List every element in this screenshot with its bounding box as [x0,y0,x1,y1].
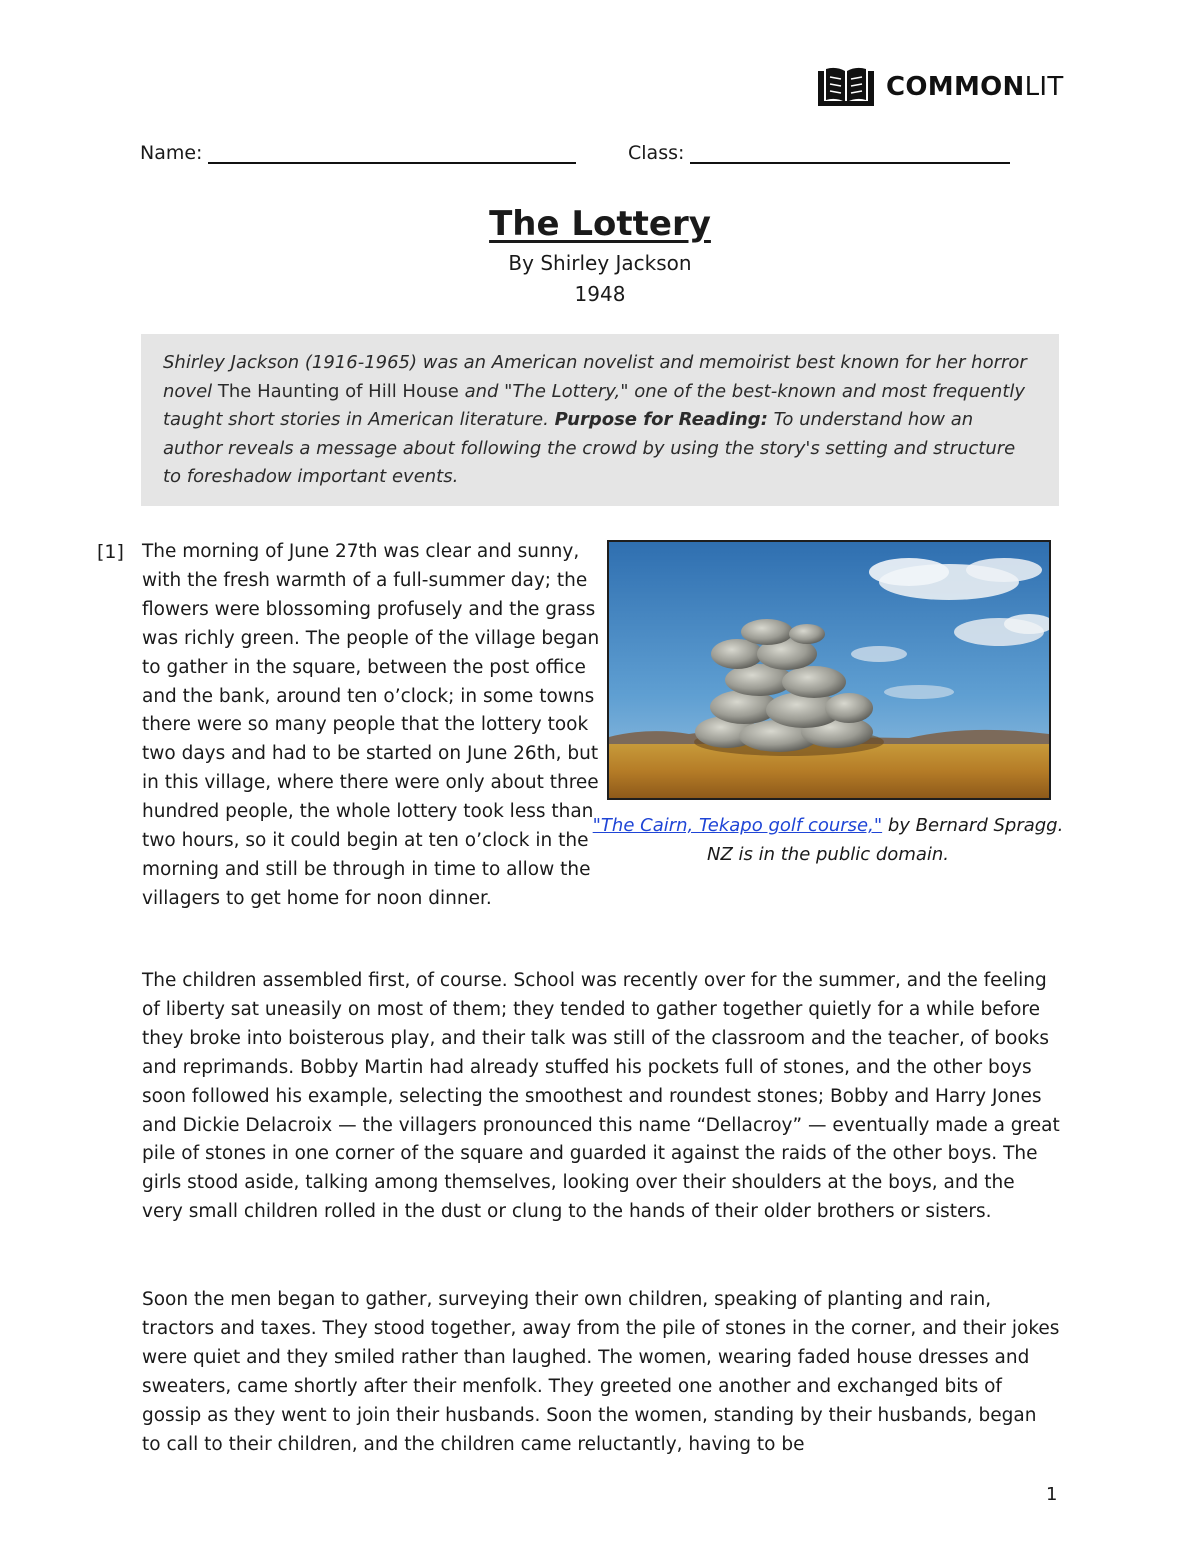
commonlit-logo [818,66,1064,108]
book-title: The Haunting of Hill House [217,380,459,402]
intro-text-cont: and "The Lottery," one of the best-known and most frequently taught short stories in American literature. [163,380,1026,430]
student-fields [140,140,1020,170]
paragraph-2: The children assembled first, of course. School was recently over for the summer, and the feeling of liberty sat uneasily on most of them; they tended to gather together quietly for a while before they broke into boisterous play, and their talk was still of the classroom and the teacher, of books and reprimands. Bobby Martin had already stuffed his pockets full of stones, and the other boys soon followed his example, selecting the smoothest and roundest stones; Bobby and Harry Jones and Dickie Delacroix — the villagers pronounced this name “Dellacroy” — eventually made a great pile of stones in one corner of the square and guarded it against the raids of the other boys. The girls stood aside, talking among themselves, looking over their shoulders at the boys, and the very small children rolled in the dust or clung to the hands of their older brothers or sisters. [142,970,1060,1223]
class-label: Class: [628,142,685,164]
author-line: By Shirley Jackson [508,251,692,275]
logo-wordmark [886,74,1064,100]
class-field[interactable] [628,140,1010,164]
paragraph-number: [1] [97,541,124,563]
purpose-text: To understand how an author reveals a message about following the crowd by using the story's setting and structure to foreshadow important events. [163,409,1016,487]
publication-year: 1948 [574,282,626,306]
title-block [0,200,1200,310]
purpose-label: Purpose for Reading: [554,409,768,430]
name-line[interactable] [208,140,576,164]
class-line[interactable] [690,140,1010,164]
cairn-photo [607,540,1051,800]
paragraph-3: Soon the men began to gather, surveying their own children, speaking of planting and rain, tractors and taxes. They stood together, away from the pile of stones in the corner, and their jokes were quiet and they smiled rather than laughed. The women, wearing faded house dresses and sweaters, came shortly after their menfolk. They greeted one another and exchanged bits of gossip as they went to join their husbands. Soon the women, standing by their husbands, began to call to their children, and the children came reluctantly, having to be [142,1289,1060,1455]
caption-credit: by Bernard Spragg. NZ is in the public domain. [706,815,1064,865]
intro-box [141,334,1059,506]
name-field[interactable] [140,140,576,164]
logo-brand-bold: COMMON [886,72,1025,102]
page-number: 1 [1046,1484,1058,1505]
image-caption [590,811,1066,869]
open-book-icon [818,67,874,107]
intro-text: Shirley Jackson (1916-1965) was an American novelist and memoirist best known for her horror novel [163,352,1027,402]
name-label: Name: [140,142,203,164]
page-title: The Lottery [489,204,711,244]
caption-link[interactable]: "The Cairn, Tekapo golf course," [592,815,883,836]
logo-brand-light: LIT [1024,72,1064,102]
paragraph-1: The morning of June 27th was clear and sunny, with the fresh warmth of a full-summer day; the flowers were blossoming profusely and the grass was richly green. The people of the village began to gather in the square, between the post office and the bank, around ten o’clock; in some towns there were so many people that the lottery took two days and had to be started on June 26th, but in this village, where there were only about three hundred people, the whole lottery took less than two hours, so it could begin at ten o’clock in the morning and still be through in time to allow the villagers to get home for noon dinner. [142,541,600,909]
